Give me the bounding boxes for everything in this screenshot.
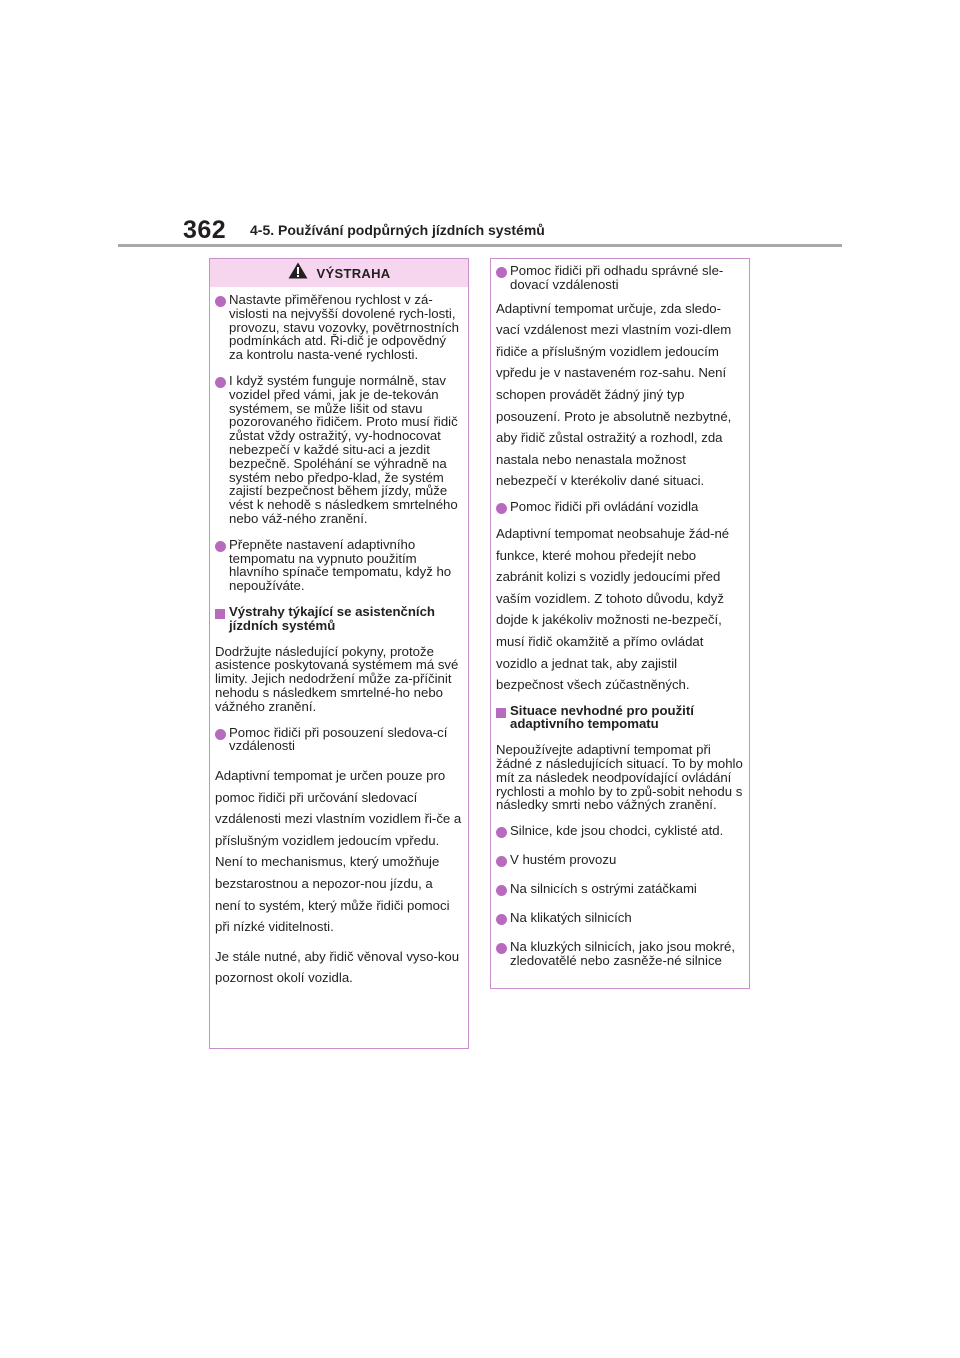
bullet-item <box>496 264 743 292</box>
situation-item <box>496 940 743 968</box>
bullet-text: Pomoc řidiči při ovládání vozidla <box>510 498 699 514</box>
warning-bullet <box>215 293 462 362</box>
paragraph: Je stále nutné, aby řidič věnoval vyso-kou pozornost okolí vozidla. <box>215 948 460 986</box>
warning-bullet <box>215 374 462 526</box>
bullet-dot <box>496 885 507 896</box>
paragraph: Dodržujte následující pokyny, protože asistence poskytovaná systémem má své limity. Jejich nedodržení může za-příčinit nehodu s následkem smrtelné-ho nebo vážného zranění. <box>215 643 459 714</box>
warning-bullet <box>215 538 462 593</box>
subsection-heading-text: Výstrahy týkající se asistenčních jízdních systémů <box>229 603 435 633</box>
situation-item <box>496 882 743 899</box>
subsection-heading <box>215 605 462 633</box>
bullet-dot <box>496 267 507 278</box>
section-title: 4-5. Používání podpůrných jízdních systémů <box>250 222 545 238</box>
warning-bullet-text: Přepněte nastavení adaptivního tempomatu na vypnuto použitím hlavního spínače tempomatu, když ho nepoužíváte. <box>229 536 452 594</box>
bullet-dot <box>496 914 507 925</box>
situation-item <box>496 911 743 928</box>
situation-text: Silnice, kde jsou chodci, cyklisté atd. <box>510 823 724 839</box>
paragraph: Adaptivní tempomat určuje, zda sledo-vací vzdálenost mezi vlastním vozi-dlem řidiče a příslušným vozidlem jedoucím vpředu je v nastaveném roz-sahu. Není schopen provádět žádný jiný typ posouzení. Proto je absolutně nezbytné, aby řidič zůstal ostražitý a rozhodl, zda nastala nebo nenastala možnost nebezpečí v kterékoliv dané situaci. <box>496 300 732 489</box>
subsection-heading-text: Situace nevhodné pro použití adaptivního tempomatu <box>510 702 694 732</box>
section-square-marker <box>496 708 506 718</box>
bullet-dot <box>496 503 507 514</box>
situation-item <box>496 853 743 870</box>
warning-header <box>210 259 468 287</box>
bullet-text: Pomoc řidiči při odhadu správné sle-dovací vzdálenosti <box>510 263 724 292</box>
situation-text: Na kluzkých silnicích, jako jsou mokré, zledovatělé nebo zasněže-né silnice <box>510 939 735 969</box>
situation-text: Na klikatých silnicích <box>510 910 632 926</box>
bullet-dot <box>496 827 507 838</box>
bullet-dot <box>215 377 226 388</box>
page-number: 362 <box>183 216 227 244</box>
warning-title: VÝSTRAHA <box>316 265 391 281</box>
bullet-item <box>496 500 743 517</box>
warning-box-right <box>490 258 750 989</box>
situation-item <box>496 824 743 841</box>
paragraph: Adaptivní tempomat neobsahuje žád-né funkce, které mohou předejít nebo zabránit kolizi s vozidly jedoucími před vaším vozidlem. Z tohoto důvodu, když dojde k jakékoliv možnosti ne-bezpečí, musí řidič okamžitě a přímo ovládat vozidlo a jednat tak, aby zajistil bezpečnost všech zúčastněných. <box>496 525 730 693</box>
bullet-dot <box>496 943 507 954</box>
bullet-item <box>215 726 462 754</box>
bullet-dot <box>215 541 226 552</box>
warning-triangle-icon <box>288 262 308 284</box>
warning-bullet-text: Nastavte přiměřenou rychlost v zá-vislosti na nejvyšší dovolené rych-losti, provozu, stavu vozovky, povětrnostních podmínkách atd. Ři-dič je odpovědný za kontrolu nasta-vené rychlosti. <box>229 292 459 363</box>
warning-box-left <box>209 258 469 1049</box>
paragraph: Nepoužívejte adaptivní tempomat při žádné z následujících situací. To by mohlo mít za následek neodpovídající ovládání rychlosti a mohlo by to způ-sobit nehodu s následky smrti nebo vážných zranění. <box>496 742 743 813</box>
paragraph: Adaptivní tempomat je určen pouze pro pomoc řidiči při určování sledovací vzdálenosti mezi vlastním vozidlem ři-če a příslušným vozidlem jedoucím vpředu. Není to mechanismus, který umožňuje bezstarostnou a nepozor-nou jízdu, a není to systém, který může řidiči pomoci při nízké viditelnosti. <box>215 768 462 935</box>
bullet-dot <box>215 729 226 740</box>
subsection-heading <box>496 704 743 732</box>
header-rule <box>118 244 842 247</box>
warning-bullet-text: I když systém funguje normálně, stav vozidel před vámi, jak je de-tekován systémem, se může lišit od stavu pozorovaného řidičem. Proto musí řidič zůstat vždy ostražitý, vy-hodnocovat nebezpečí v každé situ-aci a jezdit bezpečně. Spoléhání se výhradně na systém nebo předpo-klad, že systém zajistí bezpečnost během jízdy, může vést k nehodě s následkem smrtelného nebo váž-ného zranění. <box>229 372 458 526</box>
bullet-dot <box>496 856 507 867</box>
bullet-text: Pomoc řidiči při posouzení sledova-cí vzdálenosti <box>229 724 448 754</box>
section-square-marker <box>215 609 225 619</box>
bullet-dot <box>215 296 226 307</box>
situation-text: Na silnicích s ostrými zatáčkami <box>510 881 697 897</box>
situation-text: V hustém provozu <box>510 852 617 868</box>
